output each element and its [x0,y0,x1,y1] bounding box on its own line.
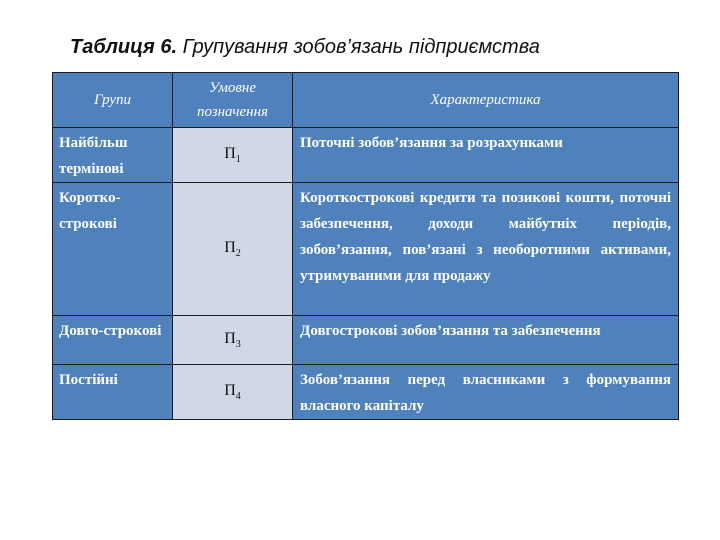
code-letter: П [224,238,236,256]
table-row [53,128,679,183]
table-header-row [53,73,679,128]
code-subscript: 1 [235,154,241,166]
description-cell: Короткострокові кредити та позикові кошти, поточні забезпечення, доходи майбутніх періодів, зобов’язання, пов’язані з необоротними активами, утримуваними для продажу [293,183,679,316]
description-cell: Зобов’язання перед власниками з формування власного капіталу [293,365,679,420]
group-cell: Постійні [53,365,173,420]
group-cell: Найбільш термінові [53,128,173,183]
code-cell [173,183,293,316]
code-letter: П [224,329,236,347]
code-subscript: 3 [235,339,241,351]
header-characteristic: Характеристика [293,73,679,128]
group-cell: Довго-строкові [53,316,173,365]
description-cell: Поточні зобов’язання за розрахунками [293,128,679,183]
page-title [70,36,540,59]
table-row [53,365,679,420]
group-cell: Коротко-строкові [53,183,173,316]
description-cell: Довгострокові зобов’язання та забезпечення [293,316,679,365]
code-cell [173,365,293,420]
code-cell [173,128,293,183]
title-text: Групування зобов’язань підприємства [182,36,540,58]
table-row [53,316,679,365]
header-code: Умовне позначення [173,73,293,128]
code-letter: П [224,381,236,399]
code-subscript: 4 [235,391,241,403]
title-label: Таблиця 6. [70,36,178,58]
liabilities-table [52,72,679,420]
code-letter: П [224,144,236,162]
table-row [53,183,679,316]
code-subscript: 2 [235,248,241,260]
code-cell [173,316,293,365]
header-groups: Групи [53,73,173,128]
